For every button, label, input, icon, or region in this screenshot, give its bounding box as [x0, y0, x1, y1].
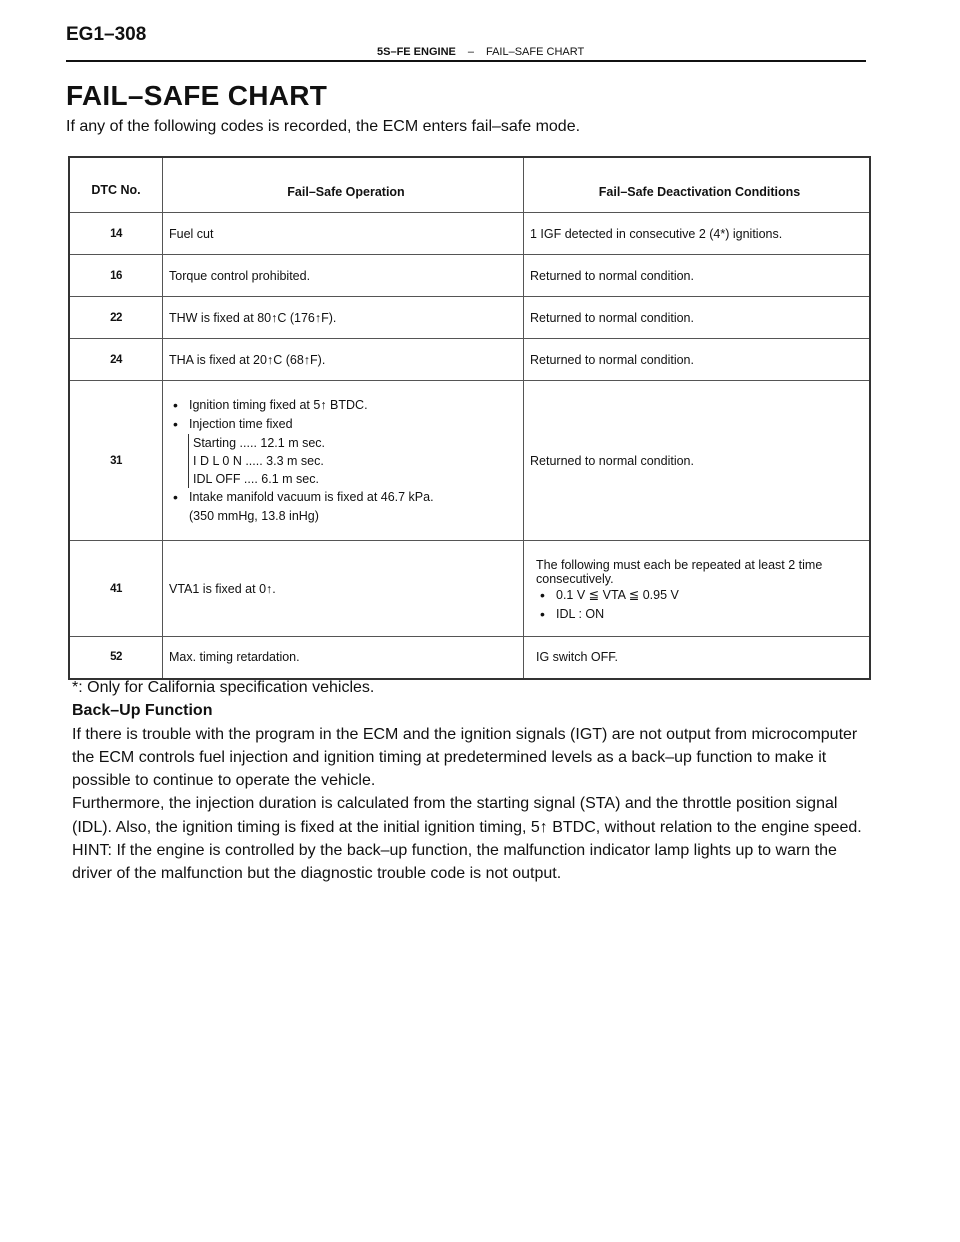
backup-hint: HINT: If the engine is controlled by the back–up function, the malfunction indicator lamp lights up to warn the driver of the malfunction but the diagnostic trouble code is not output. — [72, 842, 837, 883]
list-item: • IDL : ON — [536, 605, 869, 624]
operation-cell: THA is fixed at 20↑C (68↑F). — [163, 339, 524, 381]
brace-group — [188, 434, 325, 488]
idl-off-time: IDL OFF .... 6.1 m sec. — [193, 472, 319, 486]
deactivation-cell — [524, 541, 871, 637]
operation-list — [169, 396, 523, 434]
deactivation-cell: Returned to normal condition. — [524, 255, 871, 297]
header-deactivation: Fail–Safe Deactivation Conditions — [524, 157, 871, 213]
deactivation-list — [536, 586, 869, 624]
operation-list — [169, 488, 523, 507]
dtc-cell: 52 — [69, 637, 163, 679]
footer-text — [72, 676, 872, 886]
list-item: • Intake manifold vacuum is fixed at 46.7 kPa. — [169, 488, 523, 507]
table-row — [69, 637, 870, 679]
dtc-cell: 24 — [69, 339, 163, 381]
deactivation-cell: Returned to normal condition. — [524, 339, 871, 381]
fail-safe-table — [68, 156, 871, 680]
backup-paragraph-1: If there is trouble with the program in the ECM and the ignition signals (IGT) are not output from microcomputer the ECM controls fuel injection and ignition timing at predetermined levels as a back–up function to make it possible to continue to operate the vehicle. — [72, 725, 858, 790]
operation-cell: Max. timing retardation. — [163, 637, 524, 679]
intro-text: If any of the following codes is recorded, the ECM enters fail–safe mode. — [66, 118, 581, 135]
header-dtc: DTC No. — [69, 157, 163, 213]
injection-times — [169, 434, 523, 488]
engine-label: 5S–FE ENGINE — [377, 46, 456, 58]
table-row — [69, 339, 870, 381]
table-row — [69, 381, 870, 541]
dtc-cell: 22 — [69, 297, 163, 339]
header-operation: Fail–Safe Operation — [163, 157, 524, 213]
page-title: FAIL–SAFE CHART — [66, 80, 328, 111]
vacuum-values: (350 mmHg, 13.8 inHg) — [189, 509, 319, 523]
deactivation-cell: Returned to normal condition. — [524, 297, 871, 339]
header-divider — [66, 60, 866, 62]
dtc-cell: 14 — [69, 213, 163, 255]
deactivation-cell: Returned to normal condition. — [524, 381, 871, 541]
table-header-row — [69, 157, 870, 213]
deactivation-cell: 1 IGF detected in consecutive 2 (4*) ignitions. — [524, 213, 871, 255]
deactivation-cell: IG switch OFF. — [524, 637, 871, 679]
list-item: • 0.1 V ≦ VTA ≦ 0.95 V — [536, 586, 869, 605]
operation-cell: THW is fixed at 80↑C (176↑F). — [163, 297, 524, 339]
operation-cell — [163, 381, 524, 541]
deactivation-intro: The following must each be repeated at least 2 time consecutively. — [536, 557, 823, 586]
operation-cell: Fuel cut — [163, 213, 524, 255]
idl-on-time: I D L 0 N ..... 3.3 m sec. — [193, 454, 324, 468]
table-row — [69, 541, 870, 637]
backup-heading: Back–Up Function — [72, 702, 213, 720]
dtc-cell: 31 — [69, 381, 163, 541]
header-dash: – — [467, 46, 474, 58]
operation-cell: Torque control prohibited. — [163, 255, 524, 297]
starting-time: Starting ..... 12.1 m sec. — [193, 436, 326, 450]
backup-paragraph-2: Furthermore, the injection duration is calculated from the starting signal (STA) and the throttle position signal (IDL). Also, the ignition timing is fixed at the initial ignition timing, 5↑ BTDC, without relation to the engine speed. — [72, 795, 862, 836]
dtc-cell: 16 — [69, 255, 163, 297]
footnote: *: Only for California specification vehicles. — [72, 679, 375, 696]
list-item: • Injection time fixed — [169, 415, 523, 434]
dtc-cell: 41 — [69, 541, 163, 637]
section-header — [377, 46, 584, 58]
table-row — [69, 213, 870, 255]
table-row — [69, 255, 870, 297]
list-item: • Ignition timing fixed at 5↑ BTDC. — [169, 396, 523, 415]
operation-cell: VTA1 is fixed at 0↑. — [163, 541, 524, 637]
table-row — [69, 297, 870, 339]
section-label: FAIL–SAFE CHART — [485, 46, 585, 58]
page-code: EG1–308 — [66, 24, 147, 45]
